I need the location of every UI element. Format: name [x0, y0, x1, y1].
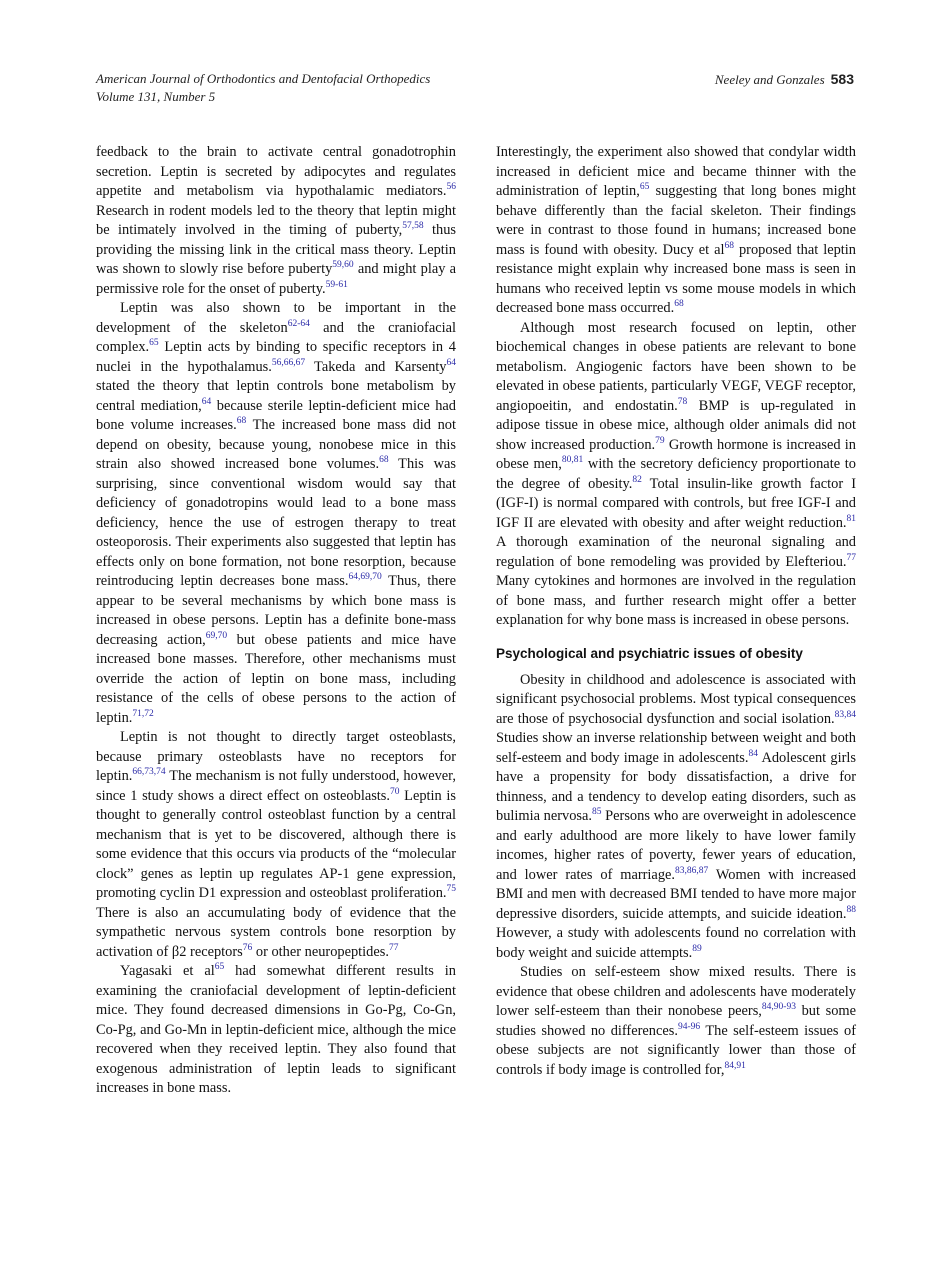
- citation-ref[interactable]: 89: [692, 943, 702, 954]
- paragraph-text: Women with increased BMI and men with decreased BMI tended to have more major depressive disorders, suicide attempts, and suicide ideation.: [496, 866, 856, 922]
- paragraph: [496, 143, 856, 319]
- paragraph-text: but obese patients and mice have increased bone masses. Therefore, other mechanisms must override the action of leptin on bone mass, including resistance of the cells of obese persons to the action of leptin.: [96, 631, 456, 726]
- journal-title: American Journal of Orthodontics and Dentofacial Orthopedics: [96, 71, 431, 86]
- paragraph: [496, 963, 856, 1080]
- paragraph-text: BMP is up-regulated in adipose tissue in obese mice, although older animals did not show increased production.: [496, 397, 856, 453]
- right-column-body-top: [496, 143, 856, 631]
- citation-ref[interactable]: 70: [390, 786, 400, 797]
- citation-ref[interactable]: 64,69,70: [348, 572, 382, 583]
- paragraph-text: There is also an accumulating body of evidence that the sympathetic nervous system controls bone resorption by activation of β2 receptors: [96, 904, 456, 960]
- paragraph-text: Leptin was also shown to be important in the development of the skeleton: [96, 300, 456, 336]
- paragraph-text: Thus, there appear to be several mechanisms by which bone mass is increased in obese persons. Leptin has a definite bone-mass decreasing action,: [96, 573, 456, 648]
- citation-ref[interactable]: 85: [591, 807, 602, 818]
- citation-ref[interactable]: 62-64: [287, 318, 310, 329]
- paragraph-text: Total insulin-like growth factor I (IGF-I) is normal compared with controls, but free IGF-I and IGF II are elevated with obesity and after weight reduction.: [496, 475, 856, 531]
- paragraph-text: Many cytokines and hormones are involved in the regulation of bone mass, and further research might offer a better explanation for why bone mass is increased in obese persons.: [496, 573, 856, 628]
- paragraph-text: Takeda and Karsenty: [305, 358, 447, 375]
- citation-ref[interactable]: 59,60: [332, 260, 354, 271]
- citation-ref[interactable]: 80,81: [561, 455, 584, 466]
- citation-ref[interactable]: 56,66,67: [271, 357, 306, 368]
- citation-ref[interactable]: 76: [242, 942, 253, 953]
- paragraph: [96, 728, 456, 962]
- citation-ref[interactable]: 68: [379, 455, 389, 466]
- citation-ref[interactable]: 69,70: [205, 630, 228, 641]
- paragraph: [496, 319, 856, 631]
- citation-ref[interactable]: 78: [677, 396, 688, 407]
- citation-ref[interactable]: 64: [201, 396, 212, 407]
- paragraph: [496, 671, 856, 964]
- paragraph-text: Studies show an inverse relationship between weight and both self-esteem and body image in adolescents.: [496, 730, 856, 766]
- paragraph-text: The increased bone mass did not depend on obesity, because young, nonobese mice in this strain also showed increased bone volumes.: [96, 417, 456, 472]
- page-number: 583: [830, 71, 854, 87]
- paragraph-text: Persons who are overweight in adolescence and early adulthood are more likely to have lower family incomes, higher rates of poverty, fewer years of education, and lower rates of marriage.: [496, 808, 856, 883]
- paragraph-text: A thorough examination of the neuronal signaling and regulation of bone remodeling was provided by Elefteriou.: [496, 534, 856, 570]
- citation-ref[interactable]: 65: [149, 338, 159, 349]
- citation-ref[interactable]: 77: [846, 552, 856, 563]
- citation-ref[interactable]: 65: [639, 182, 650, 193]
- citation-ref[interactable]: 77: [388, 942, 399, 953]
- citation-ref[interactable]: 88: [846, 904, 856, 915]
- paragraph-text: Growth hormone is increased in obese men,: [496, 436, 857, 472]
- paragraph-text: because sterile leptin-deficient mice had bone volume increases.: [96, 397, 457, 433]
- citation-ref[interactable]: 84: [748, 748, 759, 759]
- right-column: [496, 143, 856, 1080]
- paragraph-text: and might play a permissive role for the onset of puberty.: [96, 261, 456, 297]
- paragraph-text: feedback to the brain to activate central gonadotrophin secretion. Leptin is secreted by adipocytes and regulates appetite and metabolism via hypothalamic mediators.: [96, 144, 456, 199]
- paragraph-text: thus providing the missing link in the critical mass theory. Leptin was shown to slowly rise before puberty: [96, 222, 456, 277]
- paragraph-text: Yagasaki et al: [120, 963, 215, 979]
- paragraph-text: and the craniofacial complex.: [96, 319, 456, 355]
- citation-ref[interactable]: 56: [446, 182, 456, 193]
- paragraph: [96, 299, 456, 728]
- citation-ref[interactable]: 66,73,74: [132, 767, 166, 778]
- paragraph-text: Although most research focused on leptin, other biochemical changes in obese patients are relevant to bone metabolism. Angiogenic factors have been shown to be elevated in obese patients, particularly VEGF, VEGF receptor, angiopoeitin, and endostatin.: [496, 319, 856, 414]
- citation-ref[interactable]: 84,91: [724, 1060, 746, 1071]
- citation-ref[interactable]: 83,84: [834, 709, 856, 720]
- citation-ref[interactable]: 83,86,87: [675, 865, 709, 876]
- citation-ref[interactable]: 75: [446, 884, 456, 895]
- citation-ref[interactable]: 84,90-93: [761, 1002, 796, 1013]
- paragraph-text: Obesity in childhood and adolescence is associated with significant psychosocial problems. Most typical consequences are those of psychosocial dysfunction and social isolation.: [496, 671, 856, 727]
- paragraph-text: Leptin is not thought to directly target osteoblasts, because primary osteoblasts have no receptors for leptin.: [96, 729, 456, 784]
- citation-ref[interactable]: 82: [632, 474, 642, 485]
- citation-ref[interactable]: 81: [846, 513, 856, 524]
- paragraph-text: Studies on self-esteem show mixed results. There is evidence that obese children and adolescents have moderately lower self-esteem than their nonobese peers,: [496, 964, 856, 1019]
- citation-ref[interactable]: 68: [674, 299, 684, 310]
- right-column-body-bottom: [496, 671, 856, 1081]
- paragraph-text: with the secretory deficiency proportionate to the degree of obesity.: [496, 456, 856, 492]
- left-column-body: [96, 143, 456, 1099]
- citation-ref[interactable]: 57,58: [402, 221, 424, 232]
- paragraph-text: The mechanism is not fully understood, however, since 1 study shows a direct effect on osteoblasts.: [96, 768, 456, 804]
- paragraph-text: stated the theory that leptin controls bone metabolism by central mediation,: [96, 378, 456, 414]
- running-authors: Neeley and Gonzales: [714, 72, 825, 87]
- paragraph-text: but some studies showed no differences.: [496, 1003, 856, 1039]
- paragraph-text: Adolescent girls have a propensity for body dissatisfaction, a drive for thinness, and a tendency to develop eating disorders, such as bulimia nervosa.: [496, 749, 856, 824]
- paragraph-text: or other neuropeptides.: [252, 943, 389, 960]
- paragraph-text: This was surprising, since conventional wisdom would say that deficiency of gonadotropins would lead to a bone mass deficiency, hence the use of estrogen therapy to treat osteoporosis. Their experiments also suggested that leptin has effects only on bone formation, not bone resorption, because reintroducing leptin decreases bone mass.: [96, 456, 456, 589]
- paragraph-text: suggesting that long bones might behave differently than the facial skeleton. Their findings were in contrast to those found in humans; increased bone mass is found with obesity. Ducy et al: [496, 183, 856, 258]
- paragraph-text: Leptin acts by binding to specific receptors in 4 nuclei in the hypothalamus.: [96, 339, 456, 375]
- paragraph-text: proposed that leptin resistance might explain why increased bone mass is seen in humans who received leptin vs some mouse models in which decreased bone mass occurred.: [496, 241, 856, 316]
- paragraph-text: However, a study with adolescents found no correlation with body weight and suicide attempts.: [496, 925, 856, 961]
- paragraph: [96, 143, 456, 299]
- paragraph-text: Leptin is thought to generally control osteoblast function by a central mechanism that is yet to be discovered, although there is some evidence that this occurs via products of the “molecular clock” genes as leptin up regulates AP-1 gene expression, promoting cyclin D1 expression and osteoblast proliferation.: [96, 787, 456, 901]
- running-header: [96, 70, 854, 110]
- citation-ref[interactable]: 94-96: [677, 1021, 701, 1032]
- journal-info: [96, 70, 430, 106]
- citation-ref[interactable]: 64: [446, 357, 456, 368]
- paragraph: [96, 962, 456, 1099]
- author-page-info: [715, 70, 854, 89]
- citation-ref[interactable]: 71,72: [132, 708, 154, 719]
- paragraph-text: Interestingly, the experiment also showed that condylar width increased in deficient mice and became thinner with the administration of leptin,: [496, 144, 856, 199]
- citation-ref[interactable]: 65: [214, 962, 225, 973]
- citation-ref[interactable]: 68: [724, 240, 734, 251]
- citation-ref[interactable]: 79: [655, 435, 665, 446]
- journal-volume: Volume 131, Number 5: [96, 89, 216, 104]
- citation-ref[interactable]: 59-61: [325, 279, 348, 290]
- paragraph-text: The self-esteem issues of obese subjects are not significantly lower than those of controls if body image is controlled for,: [496, 1022, 856, 1078]
- citation-ref[interactable]: 68: [236, 416, 247, 427]
- section-heading: Psychological and psychiatric issues of obesity: [496, 645, 803, 661]
- paragraph-text: Research in rodent models led to the theory that leptin might be intimately involved in the timing of puberty,: [96, 202, 456, 238]
- paragraph-text: had somewhat different results in examining the craniofacial development of leptin-deficient mice. They found decreased dimensions in Go-Pg, Co-Gn, Co-Pg, and Go-Mn in leptin-deficient mice, although the mice recovered when they received leptin. They also found that exogenous administration of leptin leads to significant increases in bone mass.: [96, 963, 456, 1096]
- left-column: [96, 143, 456, 1099]
